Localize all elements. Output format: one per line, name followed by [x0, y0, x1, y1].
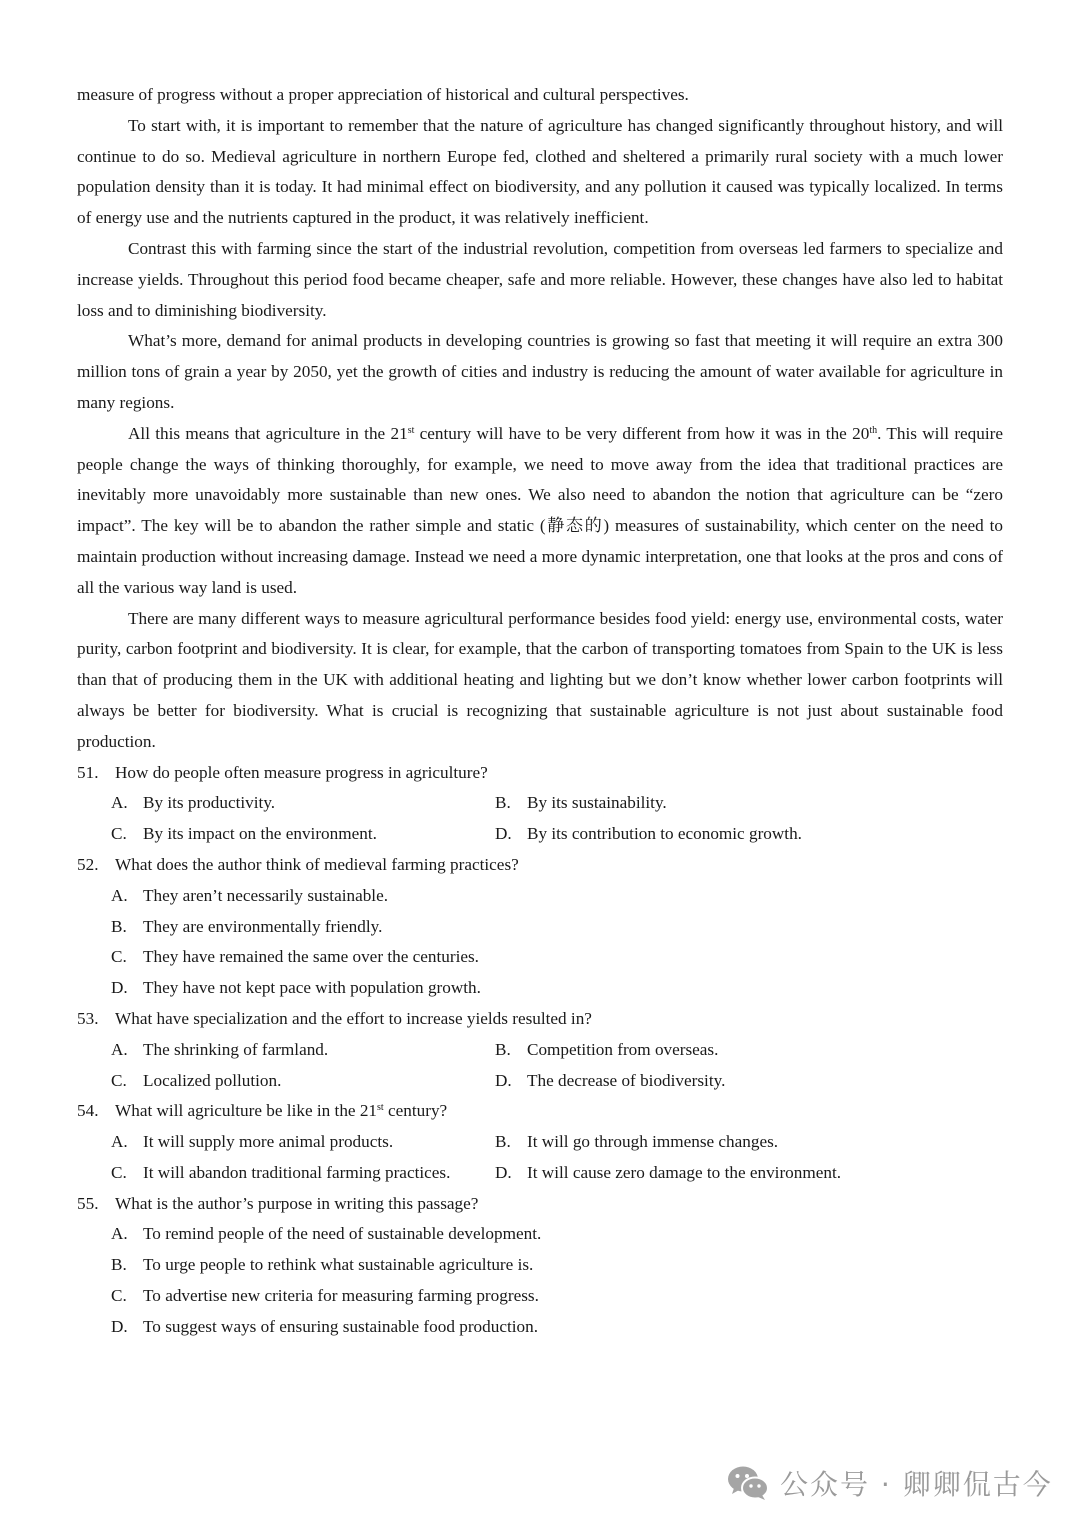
option-d[interactable]: D. They have not kept pace with population growth.	[111, 978, 481, 998]
option-c[interactable]: C. To advertise new criteria for measuring farming progress.	[111, 1286, 539, 1306]
exam-page	[77, 80, 1003, 1343]
option-b[interactable]: B. To urge people to rethink what sustainable agriculture is.	[111, 1255, 534, 1275]
passage-paragraph-5: There are many different ways to measure agricultural performance besides food yield: energy use, environmental costs, water purity, carbon footprint and biodiversity. It is clear, for example, that the carbon of transporting tomatoes from Spain to the UK is less than that of producing them in the UK with additional heating and lighting but we don’t know whether lower carbon footprints will always be better for biodiversity. What is crucial is recognizing that sustainable agriculture is not just about sustainable food production.	[77, 608, 1003, 751]
option-b[interactable]: B. By its sustainability.	[495, 793, 667, 813]
passage-paragraph-1: To start with, it is important to remember that the nature of agriculture has changed significantly throughout history, and will continue to do so. Medieval agriculture in northern Europe fed, clothed and sheltered a primarily rural society with a much lower population density than it is today. It had minimal effect on biodiversity, and any pollution it caused was typically localized. In terms of energy use and the nutrients captured in the product, it was relatively inefficient.	[77, 115, 1003, 228]
option-c[interactable]: C. It will abandon traditional farming practices.	[111, 1162, 451, 1182]
passage-paragraph-4: All this means that agriculture in the 21st century will have to be very different from how it was in the 20th. This will require people change the ways of thinking thoroughly, for example, we need to move away from the idea that traditional practices are inevitably more unavoidably more sustainable than new ones. We also need to abandon the notion that agriculture can be “zero impact”. The key will be to abandon the rather simple and static (静态的) measures of sustainability, which center on the need to maintain production without increasing damage. Instead we need a more dynamic interpretation, one that looks at the pros and cons of all the various way land is used.	[77, 423, 1003, 597]
question-number: 55.	[77, 1193, 99, 1213]
option-c[interactable]: C. By its impact on the environment.	[111, 824, 377, 844]
option-d[interactable]: D. To suggest ways of ensuring sustainable food production.	[111, 1316, 539, 1336]
question-52	[77, 850, 1003, 1004]
question-51	[77, 758, 1003, 850]
option-c[interactable]: C. They have remained the same over the centuries.	[111, 947, 479, 967]
question-stem: What have specialization and the effort to increase yields resulted in?	[115, 1008, 592, 1028]
option-b[interactable]: B. They are environmentally friendly.	[111, 916, 383, 936]
question-53	[77, 1004, 1003, 1096]
question-stem: What is the author’s purpose in writing this passage?	[115, 1193, 479, 1213]
watermark-text: 公众号 · 卿卿侃古今	[780, 1468, 1053, 1501]
option-c[interactable]: C. Localized pollution.	[111, 1070, 282, 1090]
option-a[interactable]: A. They aren’t necessarily sustainable.	[111, 885, 388, 905]
question-number: 52.	[77, 854, 99, 874]
questions	[77, 758, 1003, 1343]
watermark	[726, 1463, 1053, 1503]
question-55	[77, 1189, 1003, 1343]
option-d[interactable]: D. By its contribution to economic growth.	[495, 824, 802, 844]
option-d[interactable]: D. The decrease of biodiversity.	[495, 1070, 726, 1090]
option-b[interactable]: B. It will go through immense changes.	[495, 1132, 779, 1152]
option-d[interactable]: D. It will cause zero damage to the environment.	[495, 1162, 842, 1182]
question-stem: What will agriculture be like in the 21st century?	[115, 1101, 448, 1121]
reading-passage	[77, 80, 1003, 758]
question-stem: How do people often measure progress in agriculture?	[115, 762, 488, 782]
passage-paragraph-2: Contrast this with farming since the start of the industrial revolution, competition from overseas led farmers to specialize and increase yields. Throughout this period food became cheaper, safe and more reliable. However, these changes have also led to habitat loss and to diminishing biodiversity.	[77, 238, 1003, 320]
question-number: 53.	[77, 1008, 99, 1028]
option-b[interactable]: B. Competition from overseas.	[495, 1039, 719, 1059]
passage-paragraph-0: measure of progress without a proper appreciation of historical and cultural perspectives.	[77, 85, 689, 104]
passage-paragraph-3: What’s more, demand for animal products in developing countries is growing so fast that meeting it will require an extra 300 million tons of grain a year by 2050, yet the growth of cities and industry is reducing the amount of water available for agriculture in many regions.	[77, 331, 1003, 412]
option-a[interactable]: A. By its productivity.	[111, 793, 276, 813]
option-a[interactable]: A. The shrinking of farmland.	[111, 1039, 329, 1059]
wechat-icon	[726, 1464, 770, 1502]
option-a[interactable]: A. To remind people of the need of sustainable development.	[111, 1224, 542, 1244]
question-number: 54.	[77, 1101, 99, 1121]
question-stem: What does the author think of medieval farming practices?	[115, 854, 519, 874]
question-54	[77, 1096, 1003, 1188]
question-number: 51.	[77, 762, 99, 782]
option-a[interactable]: A. It will supply more animal products.	[111, 1132, 394, 1152]
